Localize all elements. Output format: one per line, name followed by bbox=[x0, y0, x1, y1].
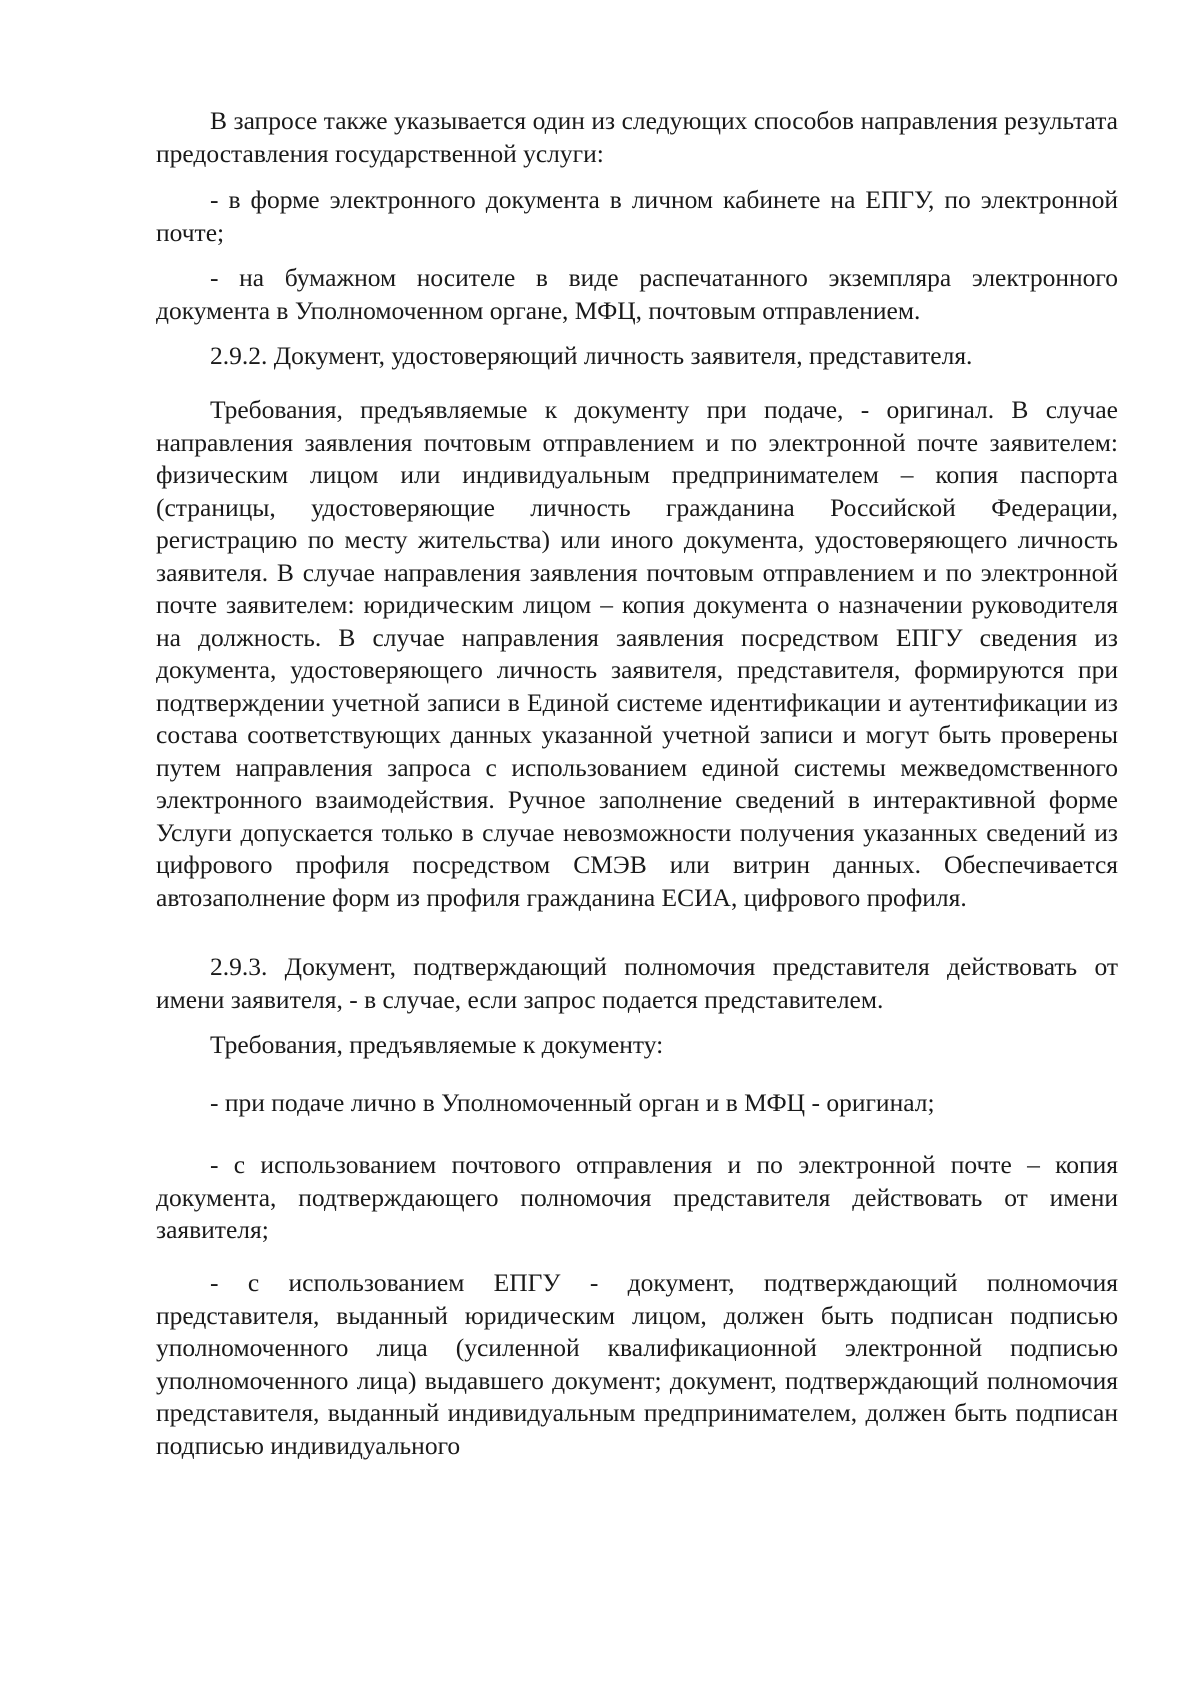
paragraph-in-person-original: - при подаче лично в Уполномоченный орган и в МФЦ - оригинал; bbox=[210, 1088, 935, 1117]
paragraph-section-2-9-3: 2.9.3. Документ, подтверждающий полномочия представителя действовать от имени заявителя, - в случае, если запрос подается представителем. bbox=[156, 952, 1118, 1014]
paragraph-epgu-signature: - с использованием ЕПГУ - документ, подтверждающий полномочия представителя, выданный юридическим лицом, должен быть подписан подписью уполномоченного лица (усиленной квалификационной электронной подписью уполномоченного лица) выдавшего документ; документ, подтверждающий полномочия представителя, выданный индивидуальным предпринимателем, должен быть подписан подписью индивидуального bbox=[156, 1268, 1118, 1460]
paragraph-postal-email-copy: - с использованием почтового отправления и по электронной почте – копия документа, подтверждающего полномочия представителя действовать от имени заявителя; bbox=[156, 1150, 1118, 1244]
paragraph-electronic-form: - в форме электронного документа в личном кабинете на ЕПГУ, по электронной почте; bbox=[156, 185, 1118, 247]
paragraph-section-2-9-2: 2.9.2. Документ, удостоверяющий личность заявителя, представителя. bbox=[210, 341, 973, 370]
paragraph-identity-requirements: Требования, предъявляемые к документу при подаче, - оригинал. В случае направления заявления почтовым отправлением и по электронной почте заявителем: физическим лицом или индивидуальным предпринимателем – копия паспорта (страницы, удостоверяющие личность гражданина Российской Федерации, регистрацию по месту жительства) или иного документа, удостоверяющего личность заявителя. В случае направления заявления почтовым отправлением и по электронной почте заявителем: юридическим лицом – копия документа о назначении руководителя на должность. В случае направления заявления посредством ЕПГУ сведения из документа, удостоверяющего личность заявителя, представителя, формируются при подтверждении учетной записи в Единой системе идентификации и аутентификации из состава соответствующих данных указанной учетной записи и могут быть проверены путем направления запроса с использованием единой системы межведомственного электронного взаимодействия. Ручное заполнение сведений в интерактивной форме Услуги допускается только в случае невозможности получения указанных сведений из цифрового профиля посредством СМЭВ или витрин данных. Обеспечивается автозаполнение форм из профиля гражданина ЕСИА, цифрового профиля. bbox=[156, 395, 1118, 912]
paragraph-paper-form: - на бумажном носителе в виде распечатанного экземпляра электронного документа в Уполномоченном органе, МФЦ, почтовым отправлением. bbox=[156, 263, 1118, 325]
paragraph-document-requirements-heading: Требования, предъявляемые к документу: bbox=[210, 1030, 664, 1059]
paragraph-result-delivery-methods: В запросе также указывается один из следующих способов направления результата предоставления государственной услуги: bbox=[156, 106, 1118, 168]
